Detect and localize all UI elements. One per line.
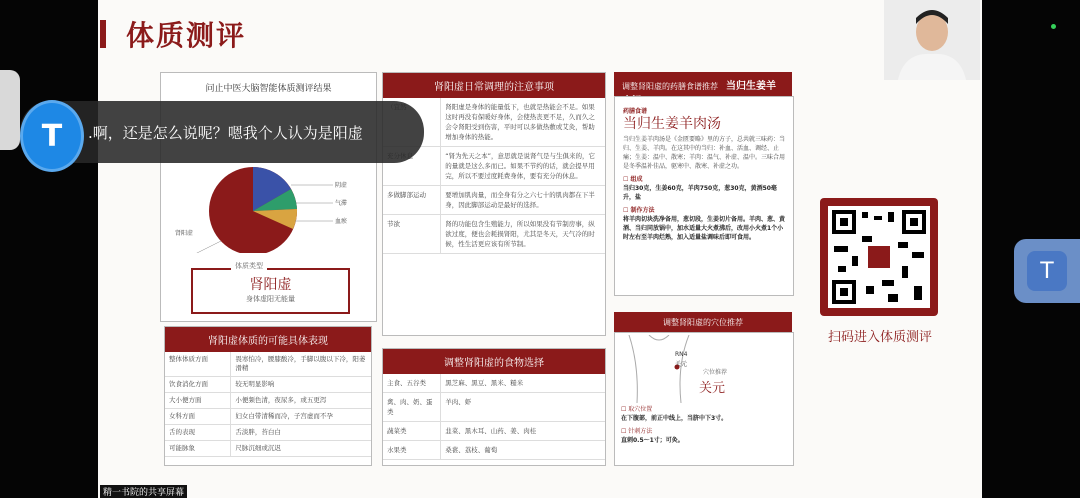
constitution-type-desc: 身体虚阳无能量 (246, 295, 295, 303)
acupoint-name: 关元 (699, 381, 726, 396)
constitution-type-box (191, 268, 350, 314)
row-key: 多做脚部运动 (383, 186, 441, 215)
row-key: 水果类 (383, 441, 441, 460)
checkbox-icon: ☐ (621, 406, 629, 413)
row-value: 羊肉、虾 (441, 393, 605, 422)
recipe-title: 当归生姜羊肉汤 (623, 116, 721, 132)
constitution-type-label: 体质类型 (231, 261, 267, 271)
row-value: 桑葚、荔枝、葡萄 (441, 441, 605, 460)
row-value: 尺脉沉细或沉迟 (231, 441, 371, 457)
transcribe-icon[interactable]: T (20, 100, 84, 172)
floating-transcribe-button[interactable] (1014, 239, 1080, 303)
row-value: 较无明显影响 (231, 377, 371, 393)
pie-label: 血瘀 (335, 218, 348, 225)
row-value: “肾为先天之本”，意思就是说肾气是与生俱来的，它的量就是这么多而已。如果不节约的话，就会提早用完，所以不要过度耗费身体，要有充分的休息。 (441, 147, 605, 186)
presenter-avatar-icon (884, 0, 980, 80)
row-key: 节欲 (383, 215, 441, 254)
acupoint-marker-code: RN4 (675, 351, 688, 358)
title-accent-bar (100, 20, 106, 48)
table-row (165, 393, 371, 409)
acupoint-header (614, 312, 792, 333)
row-key: 舌的表现 (165, 425, 231, 441)
slide-title: 体质测评 (126, 19, 247, 52)
table-row (165, 441, 371, 457)
recipe-panel (614, 96, 794, 296)
row-value: 要增加肌肉量，而全身有分之六七十的肌肉都在下半身，因此脚部运动是最好的选择。 (441, 186, 605, 215)
row-value: 畏寒怕冷，腰膝酸冷，手脚以腹以下冷，阳萎滑精 (231, 352, 371, 377)
qr-code[interactable] (820, 198, 938, 316)
row-key: 大小便方面 (165, 393, 231, 409)
screen-share-label: 精一书院的共享屏幕 (100, 485, 187, 498)
acupoint-header-text: 调整肾阳虚的穴位推荐 (614, 312, 792, 333)
row-value: 韭菜、黑木耳、山药、姜、肉桂 (441, 422, 605, 441)
table-row (165, 377, 371, 393)
food-choice-table (383, 374, 605, 460)
location-text: 在下腹部，前正中线上，当脐中下3寸。 (621, 415, 728, 422)
table-row (383, 374, 605, 393)
shared-slide (98, 0, 982, 498)
row-key: 饮食消化方面 (165, 377, 231, 393)
row-value: 舌淡胖，苔白白 (231, 425, 371, 441)
recipe-header-name: 当归生姜羊 (726, 81, 776, 92)
location-label: 取穴位置 (628, 406, 653, 413)
qr-caption: 扫码进入体质测评 (827, 330, 932, 345)
live-caption-text: .啊，还是怎么说呢？嗯我个人认为是阳虚 (88, 124, 363, 142)
food-choice-header: 调整肾阳虚的食物选择 (383, 349, 605, 374)
table-row (383, 422, 605, 441)
row-value: 肾的功能包含生殖能力，所以如果没有节制房事，纵欲过度，便也会耗损肾阳，尤其是冬天，天气冷的时候，性生活更应该有所节制。 (441, 215, 605, 254)
row-value: 小便频色清，夜尿多，或五更泻 (231, 393, 371, 409)
symptoms-header: 肾阳虚体质的可能具体表现 (165, 327, 371, 352)
acupoint-panel (614, 332, 794, 466)
presenter-video[interactable] (884, 0, 980, 80)
recipe-section-label: 药膳食谱 (623, 108, 648, 115)
checkbox-icon: ☐ (623, 176, 631, 183)
acupoint-recommend-label: 穴位推荐 (703, 369, 728, 376)
checkbox-icon: ☐ (623, 207, 631, 214)
row-value: 肾阳虚是身体的能量低下，也就是热能会不足。如果这时再没有保暖好身体，会使热丧更不足，久而久之会令肾阳受到伤害，平时可以多做热敷或艾灸，帮助增加身体的热能。 (441, 98, 605, 147)
row-value: 妇女白带清稀而冷，子宫虚而不孕 (231, 409, 371, 425)
pie-label: 肾阳虚 (175, 230, 194, 237)
pie-leader-line (181, 241, 221, 253)
row-key: 可能脉象 (165, 441, 231, 457)
table-row (383, 441, 605, 460)
table-row (383, 393, 605, 422)
table-row (165, 352, 371, 377)
symptoms-panel (164, 326, 372, 466)
qr-code-pattern (828, 206, 930, 308)
needle-label: 针刺方法 (628, 428, 653, 435)
pie-label: 阴虚 (335, 182, 348, 189)
table-row (165, 409, 371, 425)
row-key: 主食、五谷类 (383, 374, 441, 393)
result-card-title: 问止中医大脑智能体质测评结果 (205, 84, 332, 94)
row-key: 蔬菜类 (383, 422, 441, 441)
body-figure-icon (619, 335, 699, 405)
checkbox-icon: ☐ (621, 428, 629, 435)
row-key: 禽、肉、奶、蛋类 (383, 393, 441, 422)
constitution-type-value: 肾阳虚 (249, 277, 292, 293)
table-row (383, 186, 605, 215)
recipe-intro: 当归生姜羊肉汤是《金匮要略》里的方子，总共就三味药：当归、生姜、羊肉。在这其中的当归：补血、活血、调经、止痛；生姜：温中、散寒；羊肉：温气、补虚、温中。三味合用是冬季温补佳品，驱寒中、散寒、补虚之功。 (623, 136, 786, 170)
edge-handle[interactable] (0, 70, 20, 150)
daily-care-header: 肾阳虚日常调理的注意事项 (383, 73, 605, 98)
symptoms-table (165, 352, 371, 457)
pie-label: 气滞 (335, 200, 348, 207)
acupoint-marker-name: 关元 (675, 361, 688, 368)
row-value: 黑芝麻、黑豆、黑米、糙米 (441, 374, 605, 393)
food-choice-panel (382, 348, 606, 466)
method-label: 制作方法 (630, 207, 655, 214)
row-key: 整体体质方面 (165, 352, 231, 377)
row-key: 女科方面 (165, 409, 231, 425)
transcribe-icon: T (1027, 251, 1067, 291)
recipe-header-small: 调整肾阳虚的药膳食谱推荐 (622, 82, 718, 91)
table-row (383, 215, 605, 254)
acupoint-details (621, 405, 787, 445)
table-row (165, 425, 371, 441)
status-dot-icon (1051, 24, 1056, 29)
ingredients-text: 当归30克，生姜60克，羊肉750克，葱30克，黄酒50毫升，盐 (623, 185, 777, 201)
needle-text: 直刺0.5～1寸；可灸。 (621, 437, 684, 444)
method-text: 将羊肉切块洗净备用，葱切段，生姜切片备用。羊肉、葱、黄酒、当归同放锅中，加水适量大火煮沸后，改用小火煮1个小时左右至羊肉烂熟，加入适量盐调味后即可食用。 (623, 216, 786, 241)
qr-code-icon (828, 206, 930, 308)
ingredients-label: 组成 (630, 176, 643, 183)
